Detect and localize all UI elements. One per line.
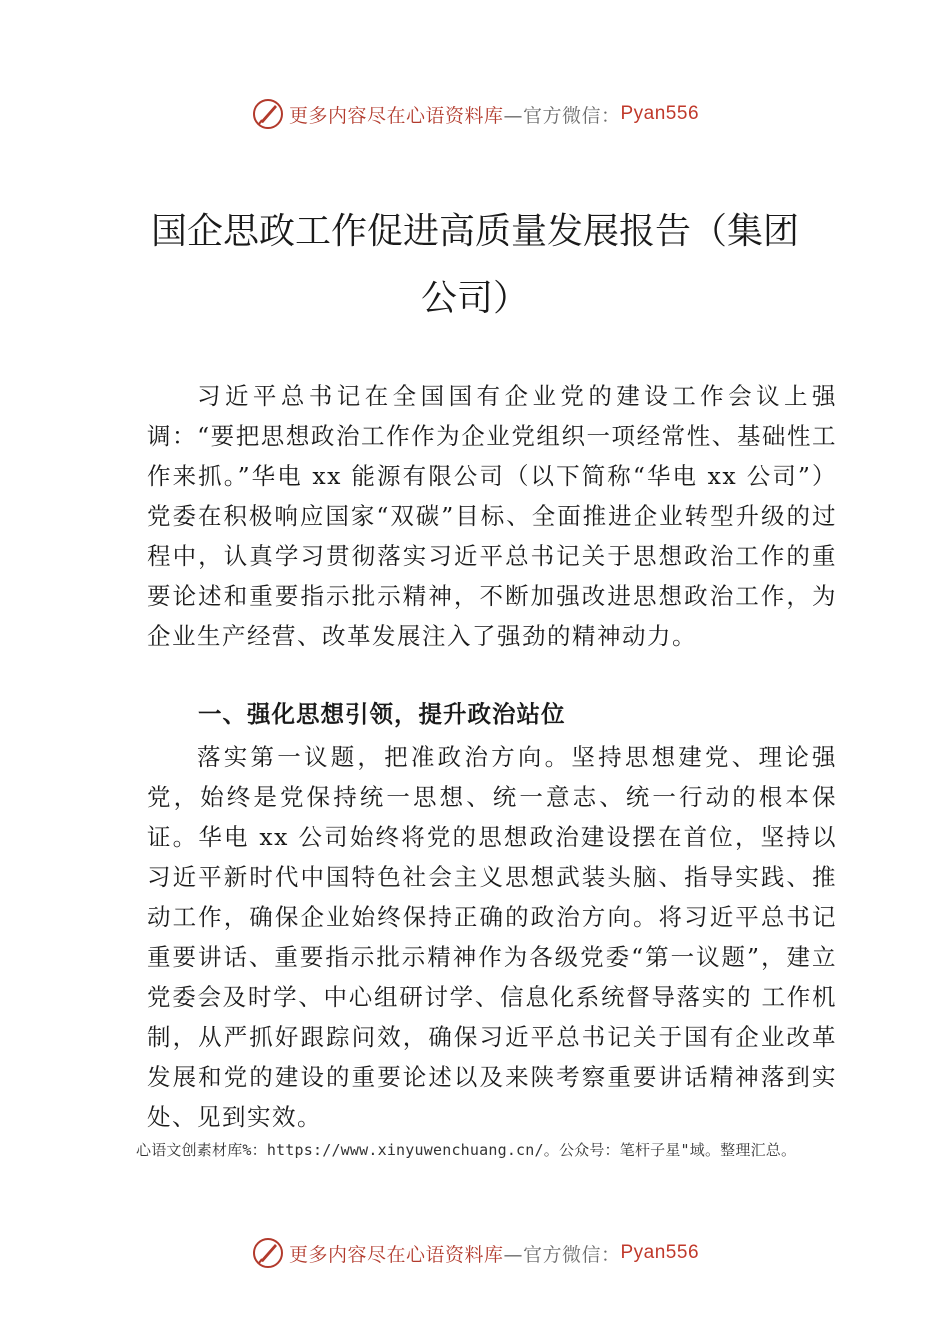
section1-paragraph: 落实第一议题，把准政治方向。坚持思想建党、理论强党，始终是党保持统一思想、统一意志、统一行动的根本保 证。华电 xx 公司始终将党的思想政治建设摆在首位，坚持以习近平新时代中国特色社会主义思想武装头脑、指导实践、推动工作，确保企业始终保持正确的政治方向。将习近平总书记重要讲话、重要指示批示精神作为各级党委“第一议题”，建立党委会及时学、中心组研讨学、信息化系统督导落实的 工作机制，从严抓好跟踪问效，确保习近平总书记关于国有企业改革发展和党的建设的重要论述以及来陕考察重要讲话精神落到实处、见到实效。 (147, 743, 837, 1131)
section-heading-1: 一、强化思想引领，提升政治站位 (198, 700, 566, 728)
banner-wechat-label: —官方微信： (503, 104, 621, 127)
banner-brand: 更多内容尽在心语资料库 (288, 104, 504, 127)
banner-brand: 更多内容尽在心语资料库 (288, 1243, 504, 1266)
banner-wechat-id: Pyan556 (620, 103, 700, 124)
document-title-line1: 国企思政工作促进高质量发展报告（集团 (150, 211, 799, 252)
source-note: 心语文创素材库%：https://www.xinyuwenchuang.cn/。公众号：笔杆子星"域。整理汇总。 (136, 1141, 797, 1159)
document-title-line2: 公司） (420, 278, 529, 319)
banner-wechat-label: —官方微信： (503, 1243, 621, 1266)
intro-paragraph: 习近平总书记在全国国有企业党的建设工作会议上强调：“要把思想政治工作作为企业党组织一项经常性、基础性工作来抓。”华电 xx 能源有限公司（以下简称“华电 xx 公司”）党委在积极响应国家“双碳”目标、全面推进企业转型升级的过程中，认真学习贯彻落实习近平总书记关于思想政治工作的重要论述和重要指示批示精神，不断加强改进思想政治工作，为企业生产经营、改革发展注入了强劲的精神动力。 (147, 382, 837, 650)
banner-wechat-id: Pyan556 (620, 1242, 700, 1263)
footer-banner (0, 1233, 950, 1273)
header-banner (0, 94, 950, 134)
feather-pen-seal-icon (251, 1236, 285, 1270)
feather-pen-seal-icon (251, 97, 285, 131)
